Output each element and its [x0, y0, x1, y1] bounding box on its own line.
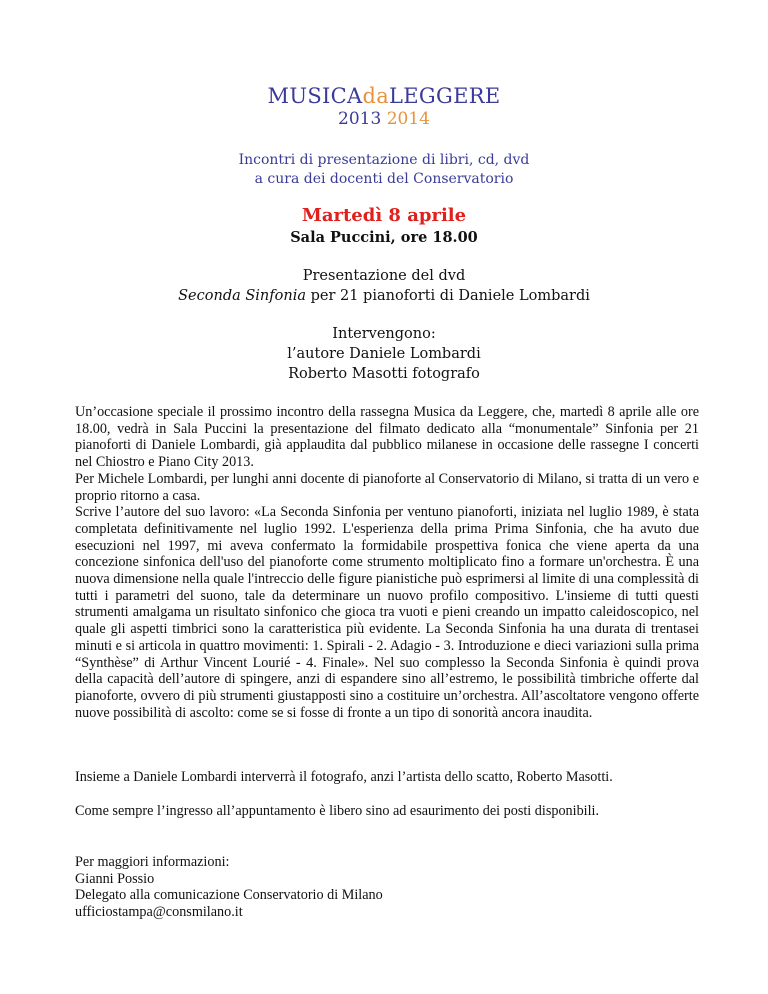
- series-intro: [0, 151, 768, 189]
- season-years: [0, 109, 768, 129]
- presentation-info: [0, 266, 768, 306]
- year-end: 2014: [386, 109, 430, 129]
- title-leggere: LEGGERE: [389, 84, 501, 108]
- title-musica: MUSICA: [267, 84, 363, 108]
- year-start: 2013: [338, 109, 382, 129]
- body-paragraph: Un’occasione speciale il prossimo incontro della rassegna Musica da Leggere, che, martedì 8 aprile alle ore 18.00, vedrà in Sala Puccini la presentazione del filmato dedicato alla “monumentale” Sinfonia per 21 pianoforti di Daniele Lombardi, già applaudita dal pubblico milanese in occasione delle rassegne I concerti nel Chiostro e Piano City 2013.: [75, 404, 699, 471]
- title-da: da: [362, 84, 390, 108]
- work-description: per 21 pianoforti di Daniele Lombardi: [305, 288, 590, 304]
- body-paragraph: Scrive l’autore del suo lavoro: «La Seconda Sinfonia per ventuno pianoforti, iniziata nel luglio 1989, è stata completata definitivamente nel luglio 1992. L'esperienza della prima Prima Sinfonia, che ha avuto due esecuzioni nel 1997, mi aveva confermato la formidabile prospettiva fonica che viene aperta da una concezione sinfonica dell'uso del pianoforte come strumento moltiplicato fino a formare un'orchestra. È una nuova dimensione nella quale l'intreccio delle figure pianistiche può esprimersi al limite di una complessità di tutti i parametri del suono, tale da determinare un nuovo profilo compositivo. L'insieme di tutti questi strumenti amalgama un risultato sinfonico che gioca tra vuoti e pieni creando un impatto caleidoscopico, nel quale gli aspetti timbrici sono la caratteristica più evidente. La Seconda Sinfonia ha una durata di trentasei minuti e si articola in quattro movimenti: 1. Spirali - 2. Adagio - 3. Introduzione e dieci variazioni sulla prima “Synthèse” di Arthur Vincent Lourié - 4. Finale». Nel suo complesso la Seconda Sinfonia è quindi prova della capacità dell’autore di spingere, anzi di espandere sino all’estremo, le possibilità timbriche offerte dal pianoforte, ovvero di più strumenti giustapposti sino a costituire un’orchestra. All’ascoltatore vengono offerte nuove possibilità di ascolto: come se si fosse di fronte a un tipo di sonorità ancora inaudita.: [75, 504, 699, 721]
- contact-name: Gianni Possio: [75, 870, 155, 887]
- contact-email: ufficiostampa@consmilano.it: [75, 904, 243, 921]
- body-paragraph: Come sempre l’ingresso all’appuntamento è libero sino ad esaurimento dei posti disponibili.: [75, 803, 600, 819]
- series-title: [0, 84, 768, 108]
- work-line: [0, 286, 768, 306]
- speaker-item: l’autore Daniele Lombardi: [287, 346, 481, 362]
- contact-block: [75, 854, 699, 921]
- speaker-item: Roberto Masotti fotografo: [288, 366, 480, 382]
- intro-line-1: Incontri di presentazione di libri, cd, dvd: [238, 152, 530, 168]
- body-paragraph: Per Michele Lombardi, per lunghi anni docente di pianoforte al Conservatorio di Milano, si tratta di un vero e proprio ritorno a casa.: [75, 470, 699, 504]
- work-title: Seconda Sinfonia: [178, 288, 306, 304]
- body-paragraph: Insieme a Daniele Lombardi interverrà il fotografo, anzi l’artista dello scatto, Roberto Masotti.: [75, 769, 613, 785]
- presentation-line: Presentazione del dvd: [302, 268, 466, 284]
- event-date: Martedì 8 aprile: [301, 205, 467, 226]
- article-body: [75, 404, 699, 721]
- event-venue: Sala Puccini, ore 18.00: [290, 229, 478, 246]
- speakers-heading: Intervengono:: [332, 326, 436, 342]
- contact-role: Delegato alla comunicazione Conservatorio di Milano: [75, 887, 383, 904]
- speakers-block: [0, 324, 768, 384]
- intro-line-2: a cura dei docenti del Conservatorio: [254, 171, 514, 187]
- contact-heading: Per maggiori informazioni:: [75, 854, 230, 870]
